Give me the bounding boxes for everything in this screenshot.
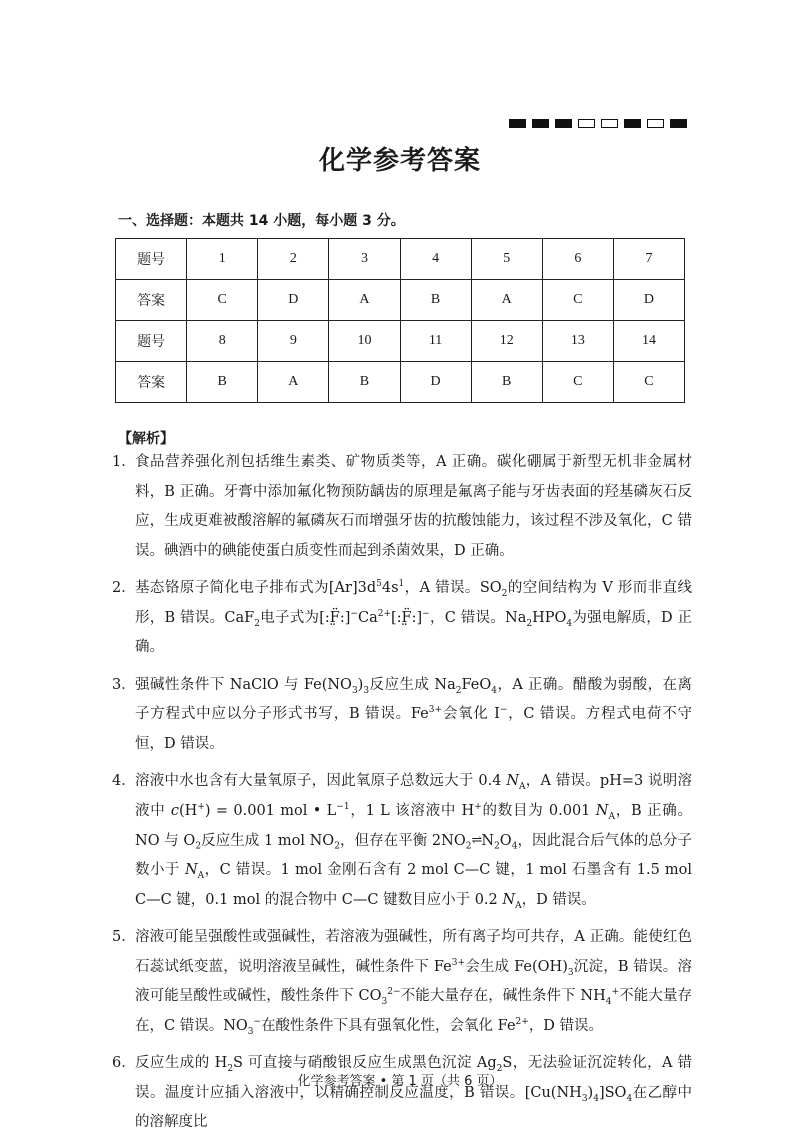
analysis-item	[112, 671, 692, 760]
item-text: 食品营养强化剂包括维生素类、矿物质类等，A 正确。碳化硼属于新型无机非金属材料，B 正确。牙膏中添加氟化物预防龋齿的原理是氟离子能与牙齿表面的羟基磷灰石反应，生成更难被酸溶解的氟磷灰石而增强牙齿的抗酸蚀能力，该过程不涉及氧化，C 错误。碘酒中的碘能使蛋白质变性而起到杀菌效果，D 正确。	[135, 454, 692, 559]
header-mark	[624, 119, 641, 128]
item-text: 溶液可能呈强酸性或强碱性，若溶液为强碱性，所有离子均可共存，A 正确。能使红色石蕊试纸变蓝，说明溶液呈碱性，碱性条件下 $Fe^{3+}$会生成 $Fe(OH)_3$沉淀，B 错误。溶液可能呈酸性或碱性，酸性条件下 $CO_3^{2-}$不能大量存在，碱性条件下 $NH_4^+$不能大量存在，C 错误。$NO_3^-$在酸性条件下具有强氧化性，会氧化 $Fe^{2+}$，D 错误。	[135, 929, 692, 1037]
header-mark	[647, 119, 664, 128]
table-cell: 14	[613, 321, 684, 362]
analysis-item	[112, 767, 692, 915]
header-mark	[532, 119, 549, 128]
header-marks	[509, 119, 687, 128]
analysis-item	[112, 448, 692, 566]
table-cell: D	[400, 362, 471, 403]
table-row	[116, 321, 685, 362]
row-label: 答案	[116, 362, 187, 403]
item-number: 2．	[112, 580, 136, 596]
table-cell: 12	[471, 321, 542, 362]
table-cell: 6	[542, 239, 613, 280]
analysis-item	[112, 574, 692, 663]
table-cell: 9	[258, 321, 329, 362]
row-label: 答案	[116, 280, 187, 321]
header-mark	[670, 119, 687, 128]
page-footer: 化学参考答案 • 第 1 页（共 6 页）	[297, 1074, 503, 1089]
item-number: 1．	[112, 454, 136, 470]
table-cell: B	[471, 362, 542, 403]
table-cell: D	[613, 280, 684, 321]
table-cell: B	[187, 362, 258, 403]
row-label: 题号	[116, 239, 187, 280]
table-cell: 7	[613, 239, 684, 280]
item-number: 3．	[112, 676, 136, 693]
item-number: 4．	[112, 773, 136, 789]
header-mark	[509, 119, 526, 128]
table-cell: 1	[187, 239, 258, 280]
page-title: 化学参考答案	[318, 146, 481, 176]
table-cell: B	[400, 280, 471, 321]
analysis-heading: 【解析】	[118, 431, 174, 447]
table-cell: C	[542, 362, 613, 403]
table-cell: D	[258, 280, 329, 321]
analysis-item	[112, 923, 692, 1041]
item-text: 强碱性条件下 NaClO 与 $Fe(NO_3)_3$反应生成 $Na_2FeO_4$，A 正确。醋酸为弱酸，在离子方程式中应以分子形式书写，B 错误。$Fe^{3+}$会氧化 I−，C 错误。方程式电荷不守恒，D 错误。	[135, 676, 692, 752]
table-cell: A	[258, 362, 329, 403]
table-cell: 3	[329, 239, 400, 280]
table-cell: C	[542, 280, 613, 321]
header-mark	[578, 119, 595, 128]
table-cell: 10	[329, 321, 400, 362]
section-heading: 一、选择题：本题共 14 小题，每小题 3 分。	[118, 213, 405, 229]
header-mark	[555, 119, 572, 128]
equilibrium-arrow: ⇌	[471, 833, 482, 848]
header-mark	[601, 119, 618, 128]
table-cell: B	[329, 362, 400, 403]
table-cell: A	[471, 280, 542, 321]
item-text: 溶液中水也含有大量氧原子，因此氧原子总数远大于 0.4 $N_A$，A 错误。pH=3 说明溶液中 c(H+) = 0.001 mol • $L^{-1}$，1 L 该溶液中 H+的数目为 0.001 $N_A$，B 正确。NO 与 $O_2$反应生成 1 mol $NO_2$，但存在平衡 $2NO_2\rightleftharpoons N_2O_4$，因此混合后气体的总分子数小于 $N_A$，C 错误。1 mol 金刚石含有 2 mol C—C 键，1 mol 石墨含有 1.5 mol C—C 键，0.1 mol 的混合物中 C—C 键数目应小于 0.2 $N_A$，D 错误。	[135, 773, 693, 911]
item-number: 5．	[112, 929, 136, 946]
table-cell: C	[613, 362, 684, 403]
table-cell: 11	[400, 321, 471, 362]
table-cell: 4	[400, 239, 471, 280]
table-row	[116, 362, 685, 403]
row-label: 题号	[116, 321, 187, 362]
table-cell: C	[187, 280, 258, 321]
table-row	[116, 239, 685, 280]
item-number: 6．	[112, 1055, 136, 1072]
item-text: 反应生成的 $H_2S$ 可直接与硝酸银反应生成黑色沉淀 $Ag_2S$，无法验证沉淀转化，A 错误。温度计应插入溶液中，以精确控制反应温度，B 错误。$[Cu(NH_3)_4]SO_4$在乙醇中的溶解度比	[135, 1055, 693, 1131]
table-cell: 13	[542, 321, 613, 362]
table-cell: 2	[258, 239, 329, 280]
table-row	[116, 280, 685, 321]
answer-table	[115, 238, 685, 403]
table-cell: A	[329, 280, 400, 321]
table-cell: 8	[187, 321, 258, 362]
item-text: 基态铬原子简化电子排布式为$[Ar]3d^54s^1$，A 错误。$SO_2$的空间结构为 V 形而非直线形，B 错误。CaF$_2$电子式为$[:F̤̈:]^-Ca^{2+}[:F̤̈:]^-$，C 错误。$Na_2HPO_4$为强电解质，D 正确。	[135, 579, 693, 655]
table-cell: 5	[471, 239, 542, 280]
analysis-list	[112, 448, 692, 1146]
analysis-item	[112, 1049, 692, 1138]
